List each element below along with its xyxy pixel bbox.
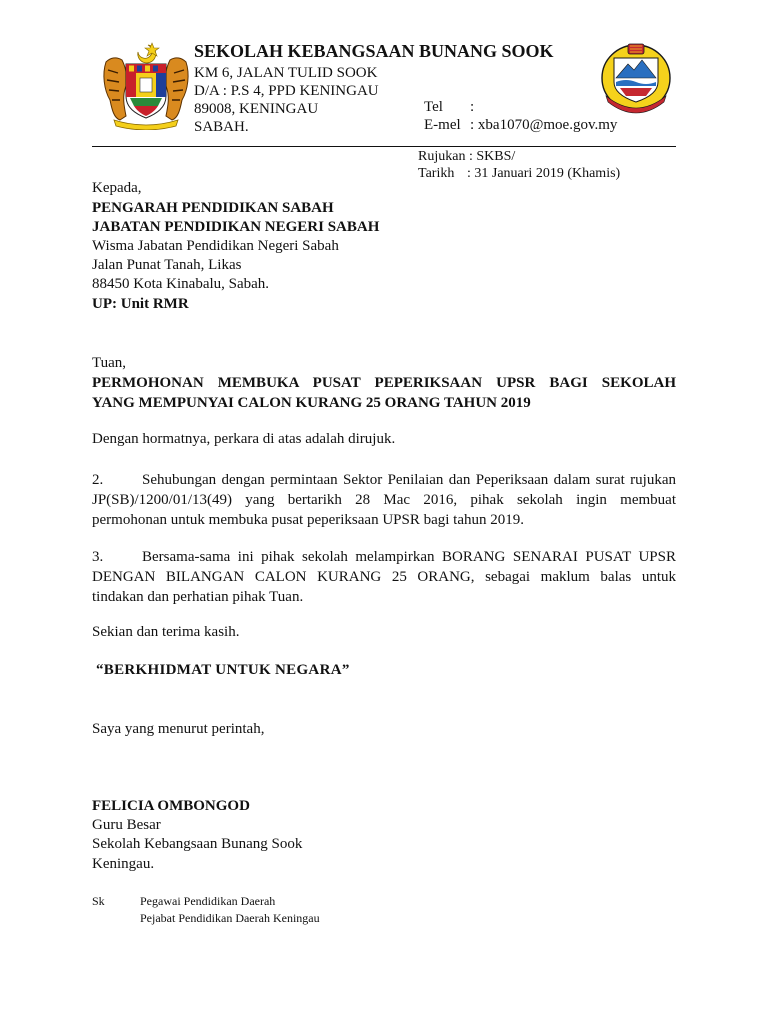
cc-line-1: Pegawai Pendidikan Daerah <box>140 894 276 908</box>
kepada-line: Kepada, <box>92 180 142 196</box>
paragraph-3-line-2: DENGAN BILANGAN CALON KURANG 25 ORANG, sebagai maklum balas untuk <box>92 569 676 585</box>
subject-heading <box>92 373 676 413</box>
signatory-school: Sekolah Kebangsaan Bunang Sook <box>92 836 303 852</box>
recipient-line-1: PENGARAH PENDIDIKAN SABAH <box>92 200 334 216</box>
closing-line: Sekian dan terima kasih. <box>92 624 240 640</box>
recipient-line-2: JABATAN PENDIDIKAN NEGERI SABAH <box>92 219 380 235</box>
signatory-title: Guru Besar <box>92 817 161 833</box>
coat-of-arms-logo <box>100 40 192 130</box>
school-badge-logo <box>596 38 676 118</box>
paragraph-3-number: 3. <box>92 549 104 565</box>
paragraph-2 <box>92 470 676 530</box>
tel-value: : <box>470 99 475 115</box>
email-value: : xba1070@moe.gov.my <box>470 117 618 133</box>
subject-line-1: PERMOHONAN MEMBUKA PUSAT PEPERIKSAAN UPSR BAGI SEKOLAH <box>92 375 676 391</box>
cc-label: Sk <box>92 894 105 908</box>
attention-line: UP: Unit RMR <box>92 296 189 312</box>
signatory-town: Keningau. <box>92 856 155 872</box>
paragraph-2-line-1: Sehubungan dengan permintaan Sektor Penilaian dan Peperiksaan dalam surat rujukan <box>142 472 676 488</box>
motto-line: “BERKHIDMAT UNTUK NEGARA” <box>96 662 350 678</box>
paragraph-2-number: 2. <box>92 472 104 488</box>
recipient-line-3: Wisma Jabatan Pendidikan Negeri Sabah <box>92 238 339 254</box>
paragraph-3 <box>92 547 676 607</box>
tarikh-value: : 31 Januari 2019 (Khamis) <box>467 166 621 181</box>
signatory-name: FELICIA OMBONGOD <box>92 798 250 814</box>
address-line-2: D/A : P.S 4, PPD KENINGAU <box>194 83 379 99</box>
paragraph-3-line-1: Bersama-sama ini pihak sekolah melampirkan BORANG SENARAI PUSAT UPSR <box>142 549 676 565</box>
paragraph-2-line-2: JP(SB)/1200/01/13(49) yang bertarikh 28 Mac 2016, pihak sekolah ingin membuat <box>92 492 676 508</box>
letterhead-divider <box>92 146 676 147</box>
address-line-3: 89008, KENINGAU <box>194 101 319 117</box>
recipient-line-5: 88450 Kota Kinabalu, Sabah. <box>92 276 270 292</box>
paragraph-3-line-3: tindakan dan perhatian pihak Tuan. <box>92 589 304 605</box>
opening-line: Dengan hormatnya, perkara di atas adalah dirujuk. <box>92 431 396 447</box>
recipient-line-4: Jalan Punat Tanah, Likas <box>92 257 242 273</box>
paragraph-2-line-3: permohonan untuk membuka pusat peperiksaan UPSR bagi tahun 2019. <box>92 512 525 528</box>
rujukan-line: Rujukan : SKBS/ <box>418 149 516 164</box>
school-name-heading: SEKOLAH KEBANGSAAN BUNANG SOOK <box>194 41 554 61</box>
tel-label: Tel <box>424 99 443 115</box>
tarikh-label: Tarikh <box>418 166 455 181</box>
cc-line-2: Pejabat Pendidikan Daerah Keningau <box>140 911 320 925</box>
address-line-4: SABAH. <box>194 119 249 135</box>
address-line-1: KM 6, JALAN TULID SOOK <box>194 65 378 81</box>
email-label: E-mel <box>424 117 461 133</box>
subject-line-2: YANG MEMPUNYAI CALON KURANG 25 ORANG TAHUN 2019 <box>92 395 531 411</box>
sign-off-line: Saya yang menurut perintah, <box>92 721 265 737</box>
salutation: Tuan, <box>92 355 127 371</box>
